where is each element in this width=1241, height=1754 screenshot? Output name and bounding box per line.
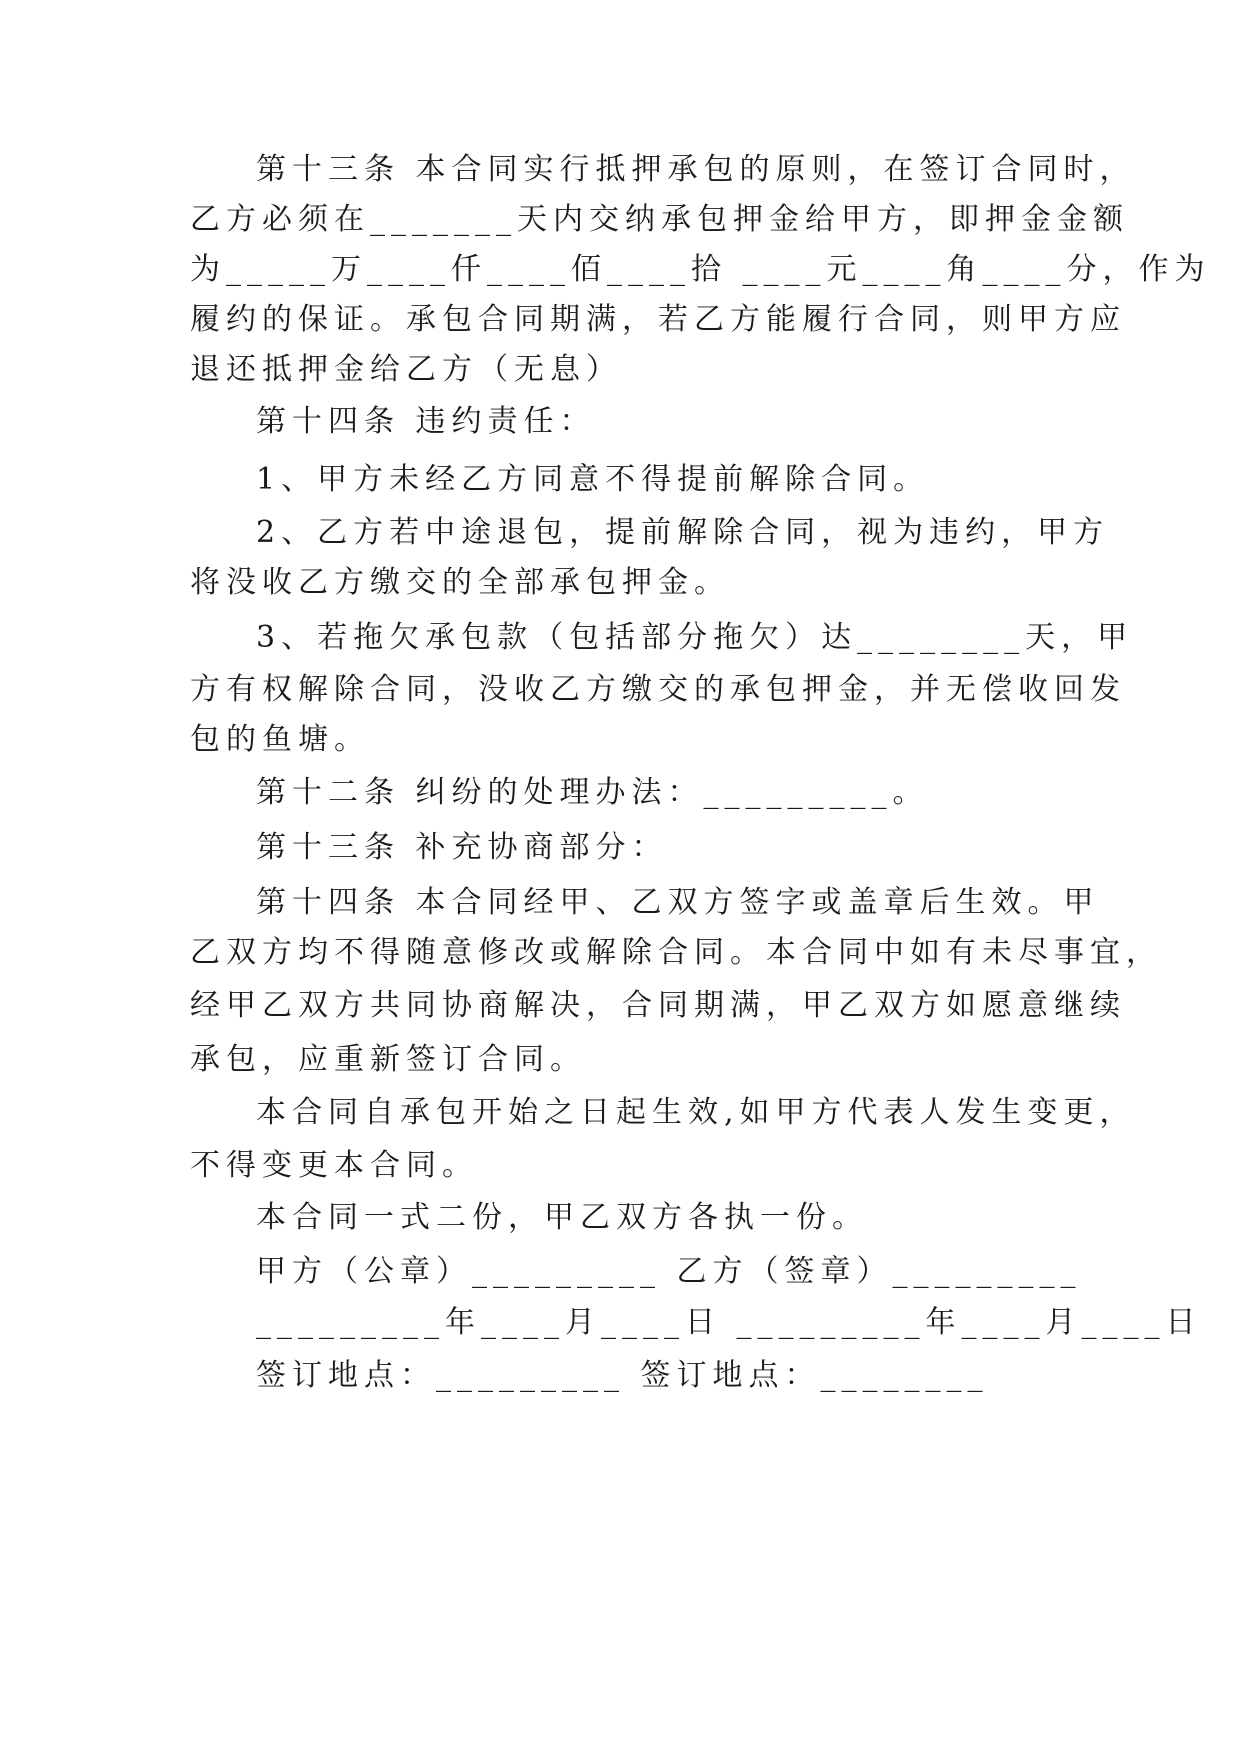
clause-13-line-3: 为_____万____仟____佰____拾 ____元____角____分，作为 [190, 252, 1211, 287]
effective-clause-line-1: 第十四条 本合同经甲、乙双方签字或盖章后生效。甲 [256, 885, 1100, 920]
clause-14-heading: 第十四条 违约责任： [256, 404, 596, 439]
clause-14-item-2-line-1: 2、乙方若中途退包，提前解除合同，视为违约，甲方 [256, 515, 1110, 550]
clause-14-item-3-line-2: 方有权解除合同，没收乙方缴交的承包押金，并无偿收回发 [190, 672, 1126, 707]
effective-clause-line-3: 经甲乙双方共同协商解决，合同期满，甲乙双方如愿意继续 [190, 988, 1126, 1023]
clause-14-item-3-line-3: 包的鱼塘。 [190, 722, 370, 757]
date-line: _________年____月____日 _________年____月____日 [256, 1305, 1202, 1340]
dispute-resolution-line: 第十二条 纠纷的处理办法：_________。 [256, 775, 929, 810]
clause-14-item-1: 1、甲方未经乙方同意不得提前解除合同。 [256, 462, 930, 497]
clause-14-item-3-line-1: 3、若拖欠承包款（包括部分拖欠）达________天，甲 [256, 620, 1134, 655]
effective-clause-line-2: 乙双方均不得随意修改或解除合同。本合同中如有未尽事宜， [190, 935, 1162, 970]
clause-13-line-5: 退还抵押金给乙方（无息） [190, 352, 622, 387]
signature-line: 甲方（公章）_________ 乙方（签章）_________ [256, 1254, 1082, 1289]
effective-clause-line-4: 承包，应重新签订合同。 [190, 1042, 586, 1077]
signing-location-line: 签订地点：_________ 签订地点：________ [256, 1358, 989, 1393]
clause-13-line-2: 乙方必须在_______天内交纳承包押金给甲方，即押金金额 [190, 202, 1129, 237]
clause-14-item-2-line-2: 将没收乙方缴交的全部承包押金。 [190, 565, 730, 600]
validity-line-1: 本合同自承包开始之日起生效,如甲方代表人发生变更， [256, 1095, 1136, 1130]
copies-line: 本合同一式二份，甲乙双方各执一份。 [256, 1200, 868, 1235]
supplementary-heading: 第十三条 补充协商部分： [256, 830, 668, 865]
clause-13-line-4: 履约的保证。承包合同期满，若乙方能履行合同，则甲方应 [190, 302, 1126, 337]
clause-13-line-1: 第十三条 本合同实行抵押承包的原则，在签订合同时， [256, 152, 1136, 187]
validity-line-2: 不得变更本合同。 [190, 1148, 478, 1183]
